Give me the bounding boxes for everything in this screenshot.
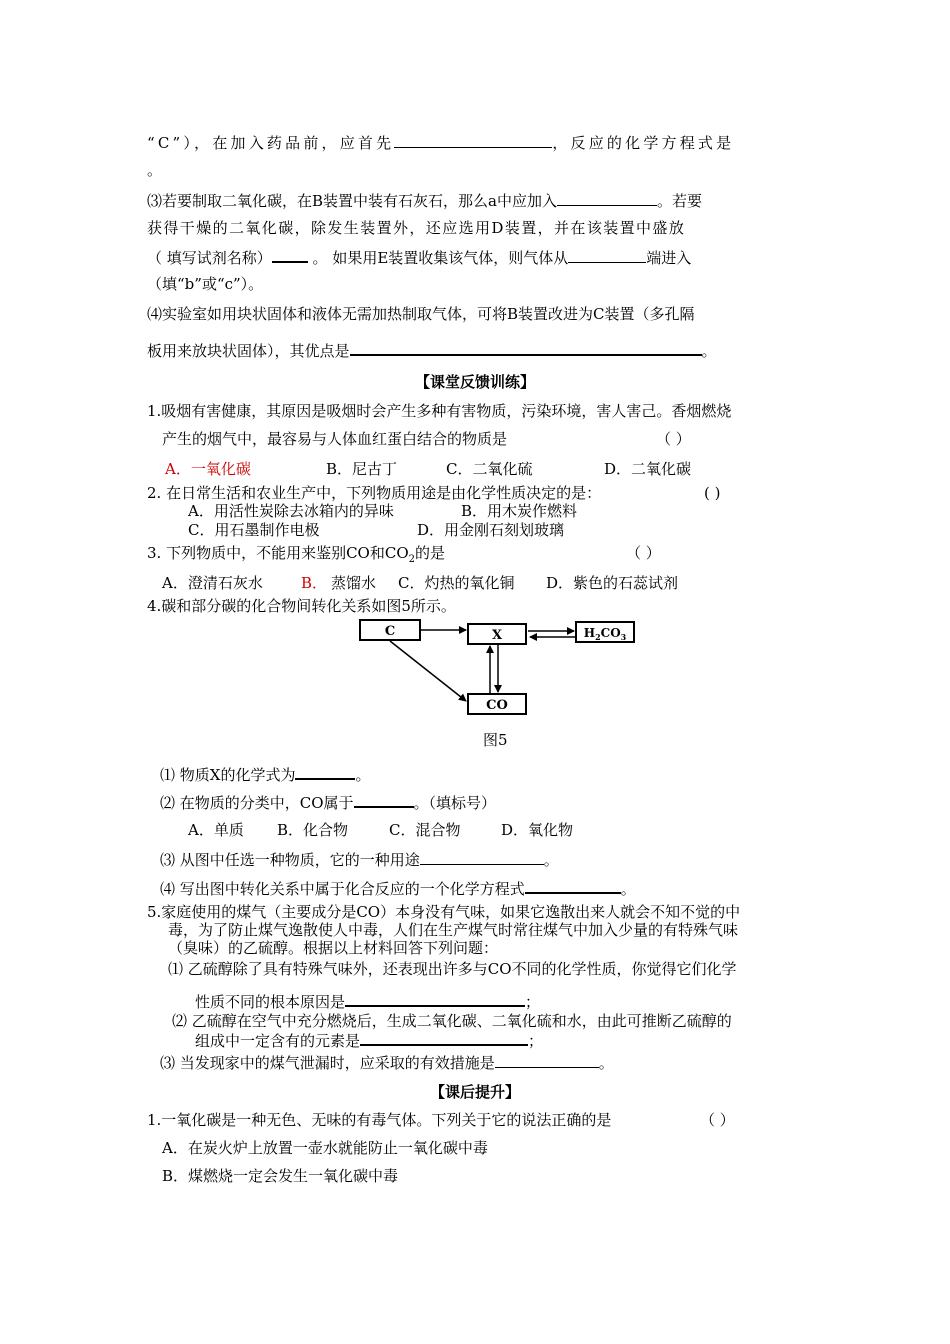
answer-blank[interactable] (345, 990, 525, 1007)
answer-blank[interactable] (525, 877, 621, 894)
q1-answer-paren: （ ） (656, 430, 691, 448)
q2-option-b[interactable]: B．用木炭作燃料 (461, 502, 578, 520)
answer-blank[interactable] (272, 246, 308, 263)
node-x-label: X (491, 628, 503, 643)
q1-option-b[interactable]: B．尼古丁 (326, 460, 398, 478)
answer-blank[interactable] (360, 1029, 528, 1046)
q5-sub-1-line-2: 性质不同的根本原因是 ； (195, 990, 540, 1012)
q4-option-d[interactable]: D．氧化物 (501, 821, 574, 839)
q1-option-c[interactable]: C．二氧化硫 (446, 460, 533, 478)
s2-q1-option-a[interactable]: A．在炭火炉上放置一壶水就能防止一氧化碳中毒 (162, 1139, 488, 1157)
node-c-label: C (384, 624, 396, 639)
section-heading-classroom-feedback: 【课堂反馈训练】 (414, 373, 535, 391)
q2-option-a[interactable]: A．用活性炭除去冰箱内的异味 (188, 502, 394, 520)
q3-line-1: 3. 下列物质中，不能用来鉴别CO和$CO_2$的是 (147, 544, 446, 565)
q2-option-d[interactable]: D．用金刚石刻划玻璃 (417, 521, 565, 539)
q5-sub-3: ⑶ 当发现家中的煤气泄漏时，应采取的有效措施是 。 (160, 1054, 614, 1072)
answer-blank[interactable] (420, 849, 544, 865)
answer-blank[interactable] (350, 339, 702, 356)
q4-option-c[interactable]: C．混合物 (389, 821, 461, 839)
figure-caption: 图5 (483, 731, 508, 749)
q2-option-c[interactable]: C．用石墨制作电极 (188, 521, 320, 539)
q5-line-1: 5.家庭使用的煤气（主要成分是CO）本身没有气味，如果它逸散出来人就会不知不觉的中 (147, 903, 741, 921)
q3-option-d[interactable]: D．紫色的石蕊试剂 (546, 574, 679, 592)
prev-line-1: “C”），在加入药品前，应首先 ，反应的化学方程式是 (147, 134, 735, 152)
q1-option-d[interactable]: D．二氧化碳 (604, 460, 692, 478)
q3-option-a[interactable]: A．澄清石灰水 (162, 574, 263, 592)
q1-line-1: 1.吸烟有害健康，其原因是吸烟时会产生多种有害物质，污染环境，害人害己。香烟燃烧 (147, 402, 732, 420)
carbon-conversion-diagram (350, 615, 650, 720)
q5-sub-1-line-1: ⑴ 乙硫醇除了具有特殊气味外，还表现出许多与CO不同的化学性质，你觉得它们化学 (168, 960, 737, 978)
q4-sub-2: ⑵ 在物质的分类中，CO属于 。（填标号） (160, 791, 496, 813)
q4-sub-3: ⑶ 从图中任选一种物质，它的一种用途 。 (160, 851, 559, 869)
q4-line-1: 4.碳和部分碳的化合物间转化关系如图5所示。 (147, 597, 456, 615)
q4-option-b[interactable]: B．化合物 (277, 821, 349, 839)
q4-sub-4: ⑷ 写出图中转化关系中属于化合反应的一个化学方程式 。 (160, 877, 636, 899)
q5-sub-2-line-1: ⑵ 乙硫醇在空气中充分燃烧后，生成二氧化碳、二氧化硫和水，由此可推断乙硫醇的 (172, 1012, 732, 1030)
prev-q4-line-2: 板用来放块状固体），其优点是 。 (147, 339, 717, 361)
answer-blank[interactable] (568, 247, 646, 263)
answer-blank[interactable] (557, 190, 657, 206)
s2-q1-option-b[interactable]: B．煤燃烧一定会发生一氧化碳中毒 (162, 1167, 399, 1185)
s2-q1-line-1: 1.一氧化碳是一种无色、无味的有毒气体。下列关于它的说法正确的是 (147, 1111, 612, 1129)
answer-blank[interactable] (394, 132, 552, 148)
s2-q1-answer-paren: （ ） (700, 1111, 735, 1129)
prev-q4-line-1: ⑷实验室如用块状固体和液体无需加热制取气体，可将B装置改进为C装置（多孔隔 (147, 305, 695, 323)
q5-line-2: 毒，为了防止煤气逸散使人中毒，人们在生产煤气时常往煤气中加入少量的有特殊气味 (168, 921, 739, 939)
q1-option-a[interactable]: A．一氧化碳 (165, 460, 251, 478)
prev-q3-line-4: （填“b”或“c”）。 (147, 275, 264, 293)
q5-sub-2-line-2: 组成中一定含有的元素是 ； (195, 1029, 543, 1051)
prev-q3-line-3: （ 填写试剂名称） 。 如果用E装置收集该气体，则气体从 端进入 (147, 246, 691, 268)
q3-option-b[interactable]: B． 蒸馏水 (301, 574, 377, 592)
q2-line-1: 2. 在日常生活和农业生产中，下列物质用途是由化学性质决定的是： (147, 484, 602, 502)
answer-blank[interactable] (295, 763, 355, 780)
answer-blank[interactable] (495, 1052, 599, 1068)
q3-option-c[interactable]: C．灼热的氧化铜 (398, 574, 515, 592)
node-co-label: CO (486, 698, 508, 713)
prev-q3-line-1: ⑶若要制取二氧化碳，在B装置中装有石灰石，那么a中应加入 。若要 (147, 192, 702, 210)
node-h2co3-label: $H_2CO_3$ (583, 626, 627, 642)
q2-answer-paren: ( ) (704, 484, 721, 502)
q5-line-3: （臭味）的乙硫醇。根据以上材料回答下列问题： (168, 939, 499, 957)
section-heading-after-class: 【课后提升】 (429, 1083, 520, 1101)
q1-line-2: 产生的烟气中，最容易与人体血红蛋白结合的物质是 (162, 430, 508, 448)
q4-option-a[interactable]: A．单质 (188, 821, 244, 839)
prev-q3-line-2: 获得干燥的二氧化碳，除发生装置外，还应选用D装置，并在该装置中盛放 (147, 219, 686, 237)
q3-answer-paren: （ ） (626, 544, 661, 562)
answer-blank[interactable] (354, 791, 414, 808)
prev-line-2: 。 (147, 161, 163, 179)
arrow-c-to-co (390, 641, 466, 701)
q4-sub-1: ⑴ 物质X的化学式为 。 (160, 763, 370, 785)
